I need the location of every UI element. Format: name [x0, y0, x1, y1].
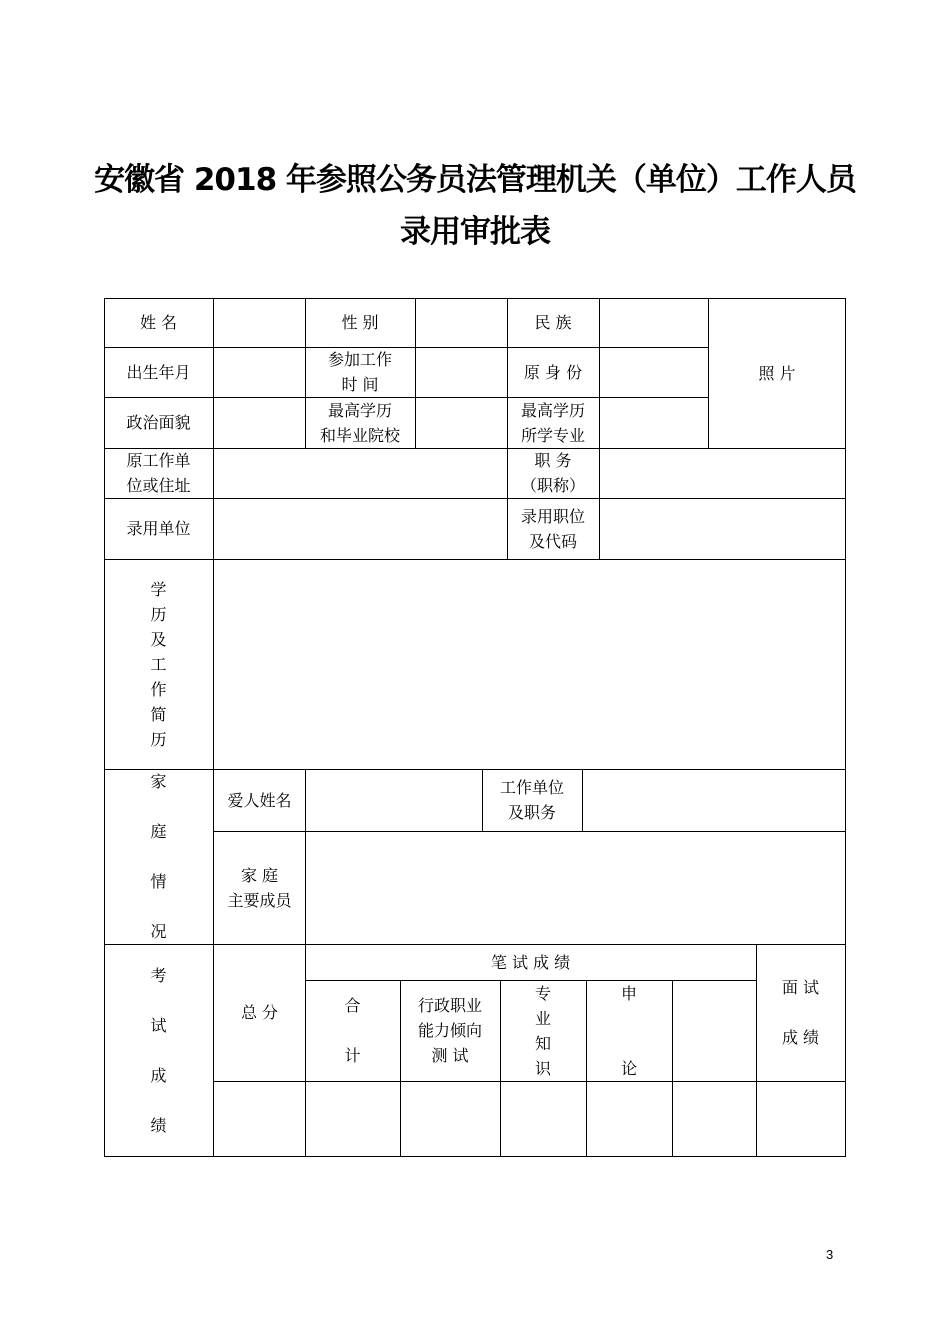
birth-field[interactable]	[214, 347, 305, 397]
label-exam: 考 试 成 绩	[150, 965, 167, 1135]
label-birth: 出生年月	[126, 362, 191, 382]
original-work-unit-field[interactable]	[214, 448, 507, 498]
label-total-score: 总 分	[240, 1003, 279, 1022]
label-original-work-unit: 原工作单 位或住址	[126, 451, 191, 495]
label-spouse-name: 爱人姓名	[227, 790, 292, 810]
table-border-bottom	[104, 1156, 846, 1157]
label-admin-aptitude: 行政职业 能力倾向 测 试	[417, 996, 482, 1065]
work-start-field[interactable]	[416, 347, 507, 397]
extra-subject-field[interactable]	[673, 1082, 756, 1156]
label-position-title: 职 务 （职称）	[520, 451, 585, 495]
label-name: 姓 名	[139, 313, 178, 332]
resume-field[interactable]	[214, 560, 845, 769]
label-work-start: 参加工作 时 间	[327, 350, 392, 394]
spouse-work-field[interactable]	[583, 769, 845, 831]
label-ethnicity: 民 族	[534, 313, 572, 332]
position-title-field[interactable]	[600, 448, 845, 498]
extra-subject-header	[672, 980, 756, 1081]
label-family-members: 家 庭 主要成员	[227, 865, 292, 910]
ethnicity-field[interactable]	[600, 298, 708, 347]
label-spouse-work: 工作单位 及职务	[499, 778, 564, 822]
subtotal-field[interactable]	[306, 1082, 400, 1156]
document-title-line1: 安徽省 2018 年参照公务员法管理机关（单位）工作人员	[94, 162, 856, 198]
page-number: 3	[826, 1247, 834, 1262]
label-original-identity: 原 身 份	[523, 362, 583, 382]
label-political-status: 政治面貌	[126, 413, 191, 432]
essay-field[interactable]	[587, 1082, 672, 1156]
label-hiring-unit: 录用单位	[126, 519, 191, 538]
label-interview-score: 面 试 成 绩	[781, 978, 820, 1047]
label-gender: 性 别	[341, 313, 379, 332]
label-family: 家 庭 情 况	[150, 772, 167, 941]
interview-score-field[interactable]	[757, 1082, 845, 1156]
label-highest-edu-school: 最高学历 和毕业院校	[319, 400, 400, 445]
table-border-right	[845, 298, 846, 1157]
document-title-line2: 录用审批表	[400, 214, 550, 250]
approval-form-table	[104, 298, 846, 1157]
professional-knowledge-field[interactable]	[501, 1082, 586, 1156]
total-score-field[interactable]	[214, 1082, 305, 1156]
highest-edu-major-field[interactable]	[600, 397, 708, 448]
label-essay: 申 论	[620, 983, 637, 1078]
label-hiring-position: 录用职位 及代码	[520, 506, 585, 551]
spouse-name-field[interactable]	[306, 769, 482, 831]
hiring-unit-field[interactable]	[214, 498, 507, 559]
family-members-field[interactable]	[306, 832, 845, 944]
gender-field[interactable]	[416, 298, 507, 347]
label-professional-knowledge: 专 业 知 识	[534, 983, 551, 1078]
label-written-score: 笔 试 成 绩	[490, 952, 571, 972]
label-photo: 照 片	[758, 363, 796, 383]
political-status-field[interactable]	[214, 397, 305, 448]
label-highest-edu-major: 最高学历 所学专业	[520, 400, 585, 445]
label-resume: 学 历 及 工 作 简 历	[150, 579, 167, 749]
original-identity-field[interactable]	[600, 347, 708, 397]
highest-edu-school-field[interactable]	[416, 397, 507, 448]
label-subtotal: 合 计	[344, 996, 361, 1065]
admin-aptitude-field[interactable]	[401, 1082, 500, 1156]
hiring-position-field[interactable]	[600, 498, 845, 559]
name-field[interactable]	[214, 298, 305, 347]
